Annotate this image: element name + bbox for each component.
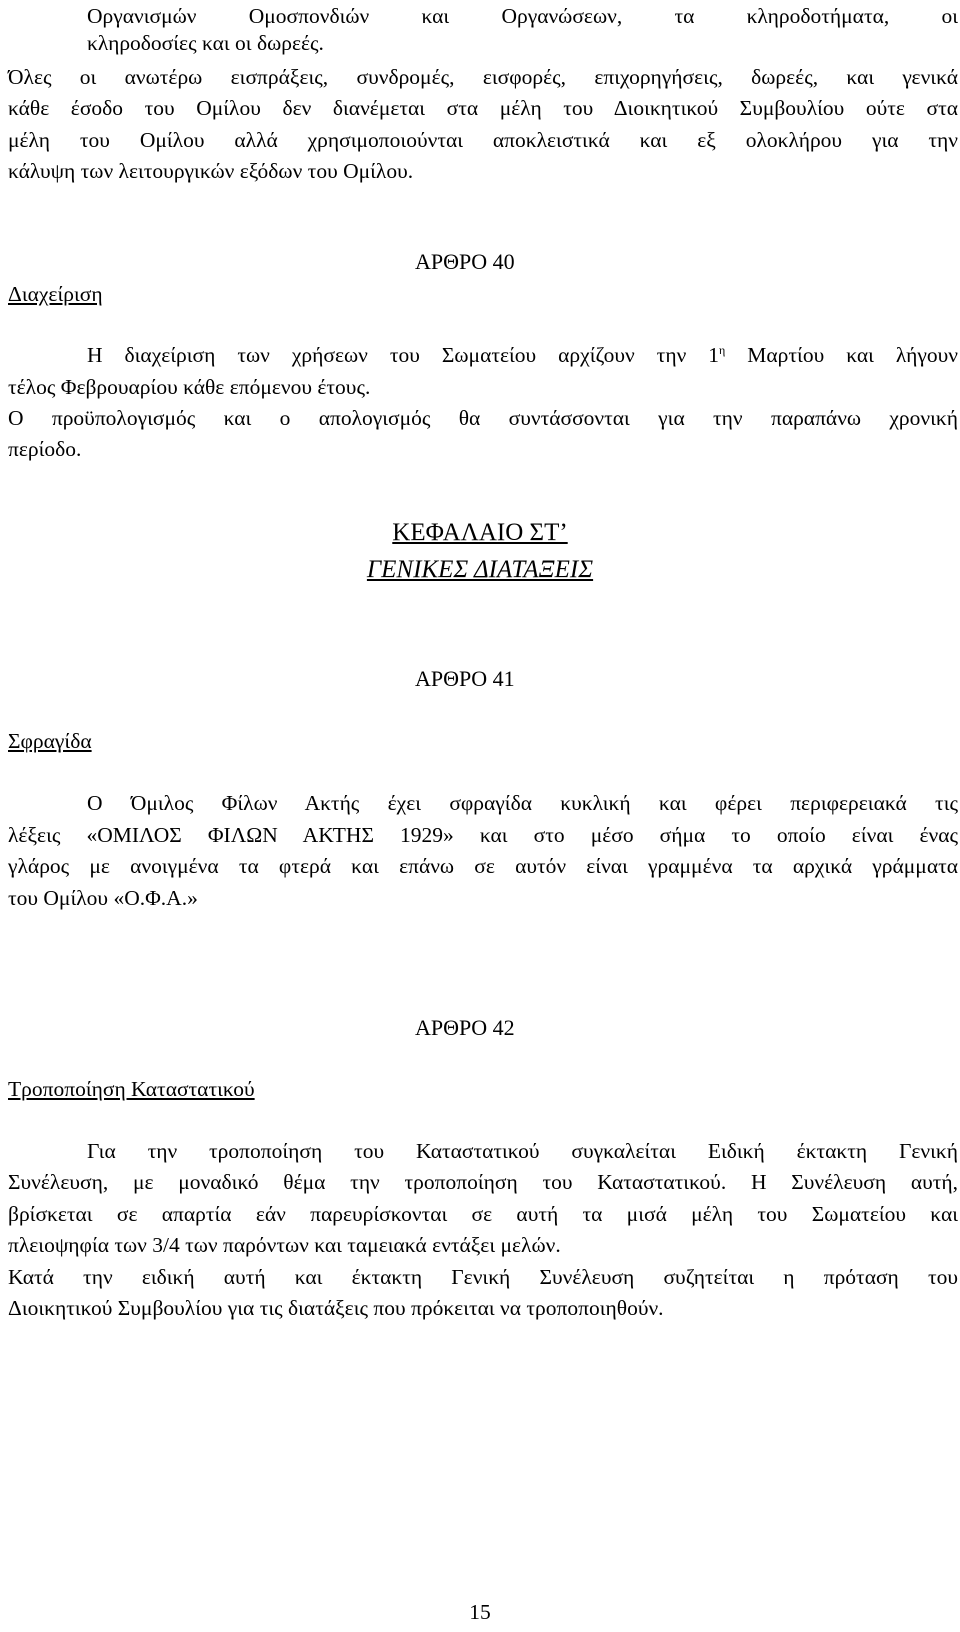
chapter-heading-text: ΚΕΦΑΛΑΙΟ ΣΤ’ xyxy=(392,519,568,546)
ordinal-superscript: η xyxy=(719,342,726,357)
paragraph-line: πλειοψηφία των 3/4 των παρόντων και ταμειακά εντάξει μελών. xyxy=(8,1233,561,1257)
paragraph-line: γλάρος με ανοιγμένα τα φτερά και επάνω σε αυτόν είναι γραμμένα τα αρχικά γράμματα xyxy=(8,854,958,878)
paragraph-line: τέλος Φεβρουαρίου κάθε επόμενου έτους. xyxy=(8,375,371,399)
paragraph-line: κάθε έσοδο του Ομίλου δεν διανέμεται στα μέλη του Διοικητικού Συμβουλίου ούτε στα xyxy=(8,96,958,120)
chapter-subheading xyxy=(0,553,960,587)
paragraph-line: Ο Όμιλος Φίλων Ακτής έχει σφραγίδα κυκλική και φέρει περιφερειακά τις xyxy=(87,791,958,815)
paragraph-line: κάλυψη των λειτουργικών εξόδων του Ομίλου. xyxy=(8,159,414,183)
article-41-title: Σφραγίδα xyxy=(8,729,92,753)
article-41-number: ΑΡΘΡΟ 41 xyxy=(415,666,515,691)
paragraph-line: περίοδο. xyxy=(8,437,82,461)
article-42-title: Τροποποίηση Καταστατικού xyxy=(8,1077,255,1101)
paragraph-line: Διοικητικού Συμβουλίου για τις διατάξεις που πρόκειται να τροποποιηθούν. xyxy=(8,1296,664,1320)
paragraph-line: μέλη του Ομίλου αλλά χρησιμοποιούνται αποκλειστικά και εξ ολοκλήρου για την xyxy=(8,128,958,152)
article-40-number: ΑΡΘΡΟ 40 xyxy=(415,249,515,274)
article-42-number: ΑΡΘΡΟ 42 xyxy=(415,1015,515,1040)
article-40-title: Διαχείριση xyxy=(8,282,103,306)
paragraph-line: του Ομίλου «Ο.Φ.Α.» xyxy=(8,886,198,910)
page-number: 15 xyxy=(469,1600,491,1624)
paragraph-line: βρίσκεται σε απαρτία εάν παρευρίσκονται σε αυτή τα μισά μέλη του Σωματείου και xyxy=(8,1202,958,1226)
text-run: Μαρτίου και λήγουν xyxy=(725,343,958,367)
paragraph-line: Ο προϋπολογισμός και ο απολογισμός θα συντάσσονται για την παραπάνω χρονική xyxy=(8,406,958,430)
paragraph-line: Όλες οι ανωτέρω εισπράξεις, συνδρομές, εισφορές, επιχορηγήσεις, δωρεές, και γενικά xyxy=(8,65,958,89)
chapter-heading xyxy=(0,516,960,550)
paragraph-line: κληροδοσίες και οι δωρεές. xyxy=(87,31,324,55)
paragraph-line: Για την τροποποίηση του Καταστατικού συγκαλείται Ειδική έκτακτη Γενική xyxy=(87,1139,958,1163)
paragraph-line: Οργανισμών Ομοσπονδιών και Οργανώσεων, τα κληροδοτήματα, οι xyxy=(87,4,958,28)
paragraph-line: Κατά την ειδική αυτή και έκτακτη Γενική Συνέλευση συζητείται η πρόταση του xyxy=(8,1265,958,1289)
text-run: Η διαχείριση των χρήσεων του Σωματείου αρχίζουν την 1 xyxy=(87,343,720,367)
paragraph-line: Συνέλευση, με μοναδικό θέμα την τροποποίηση του Καταστατικού. Η Συνέλευση αυτή, xyxy=(8,1170,958,1194)
chapter-subheading-text: ΓΕΝΙΚΕΣ ΔΙΑΤΑΞΕΙΣ xyxy=(366,556,594,583)
paragraph-line xyxy=(87,339,958,371)
paragraph-line: λέξεις «ΟΜΙΛΟΣ ΦΙΛΩΝ ΑΚΤΗΣ 1929» και στο μέσο σήμα το οποίο είναι ένας xyxy=(8,823,958,847)
